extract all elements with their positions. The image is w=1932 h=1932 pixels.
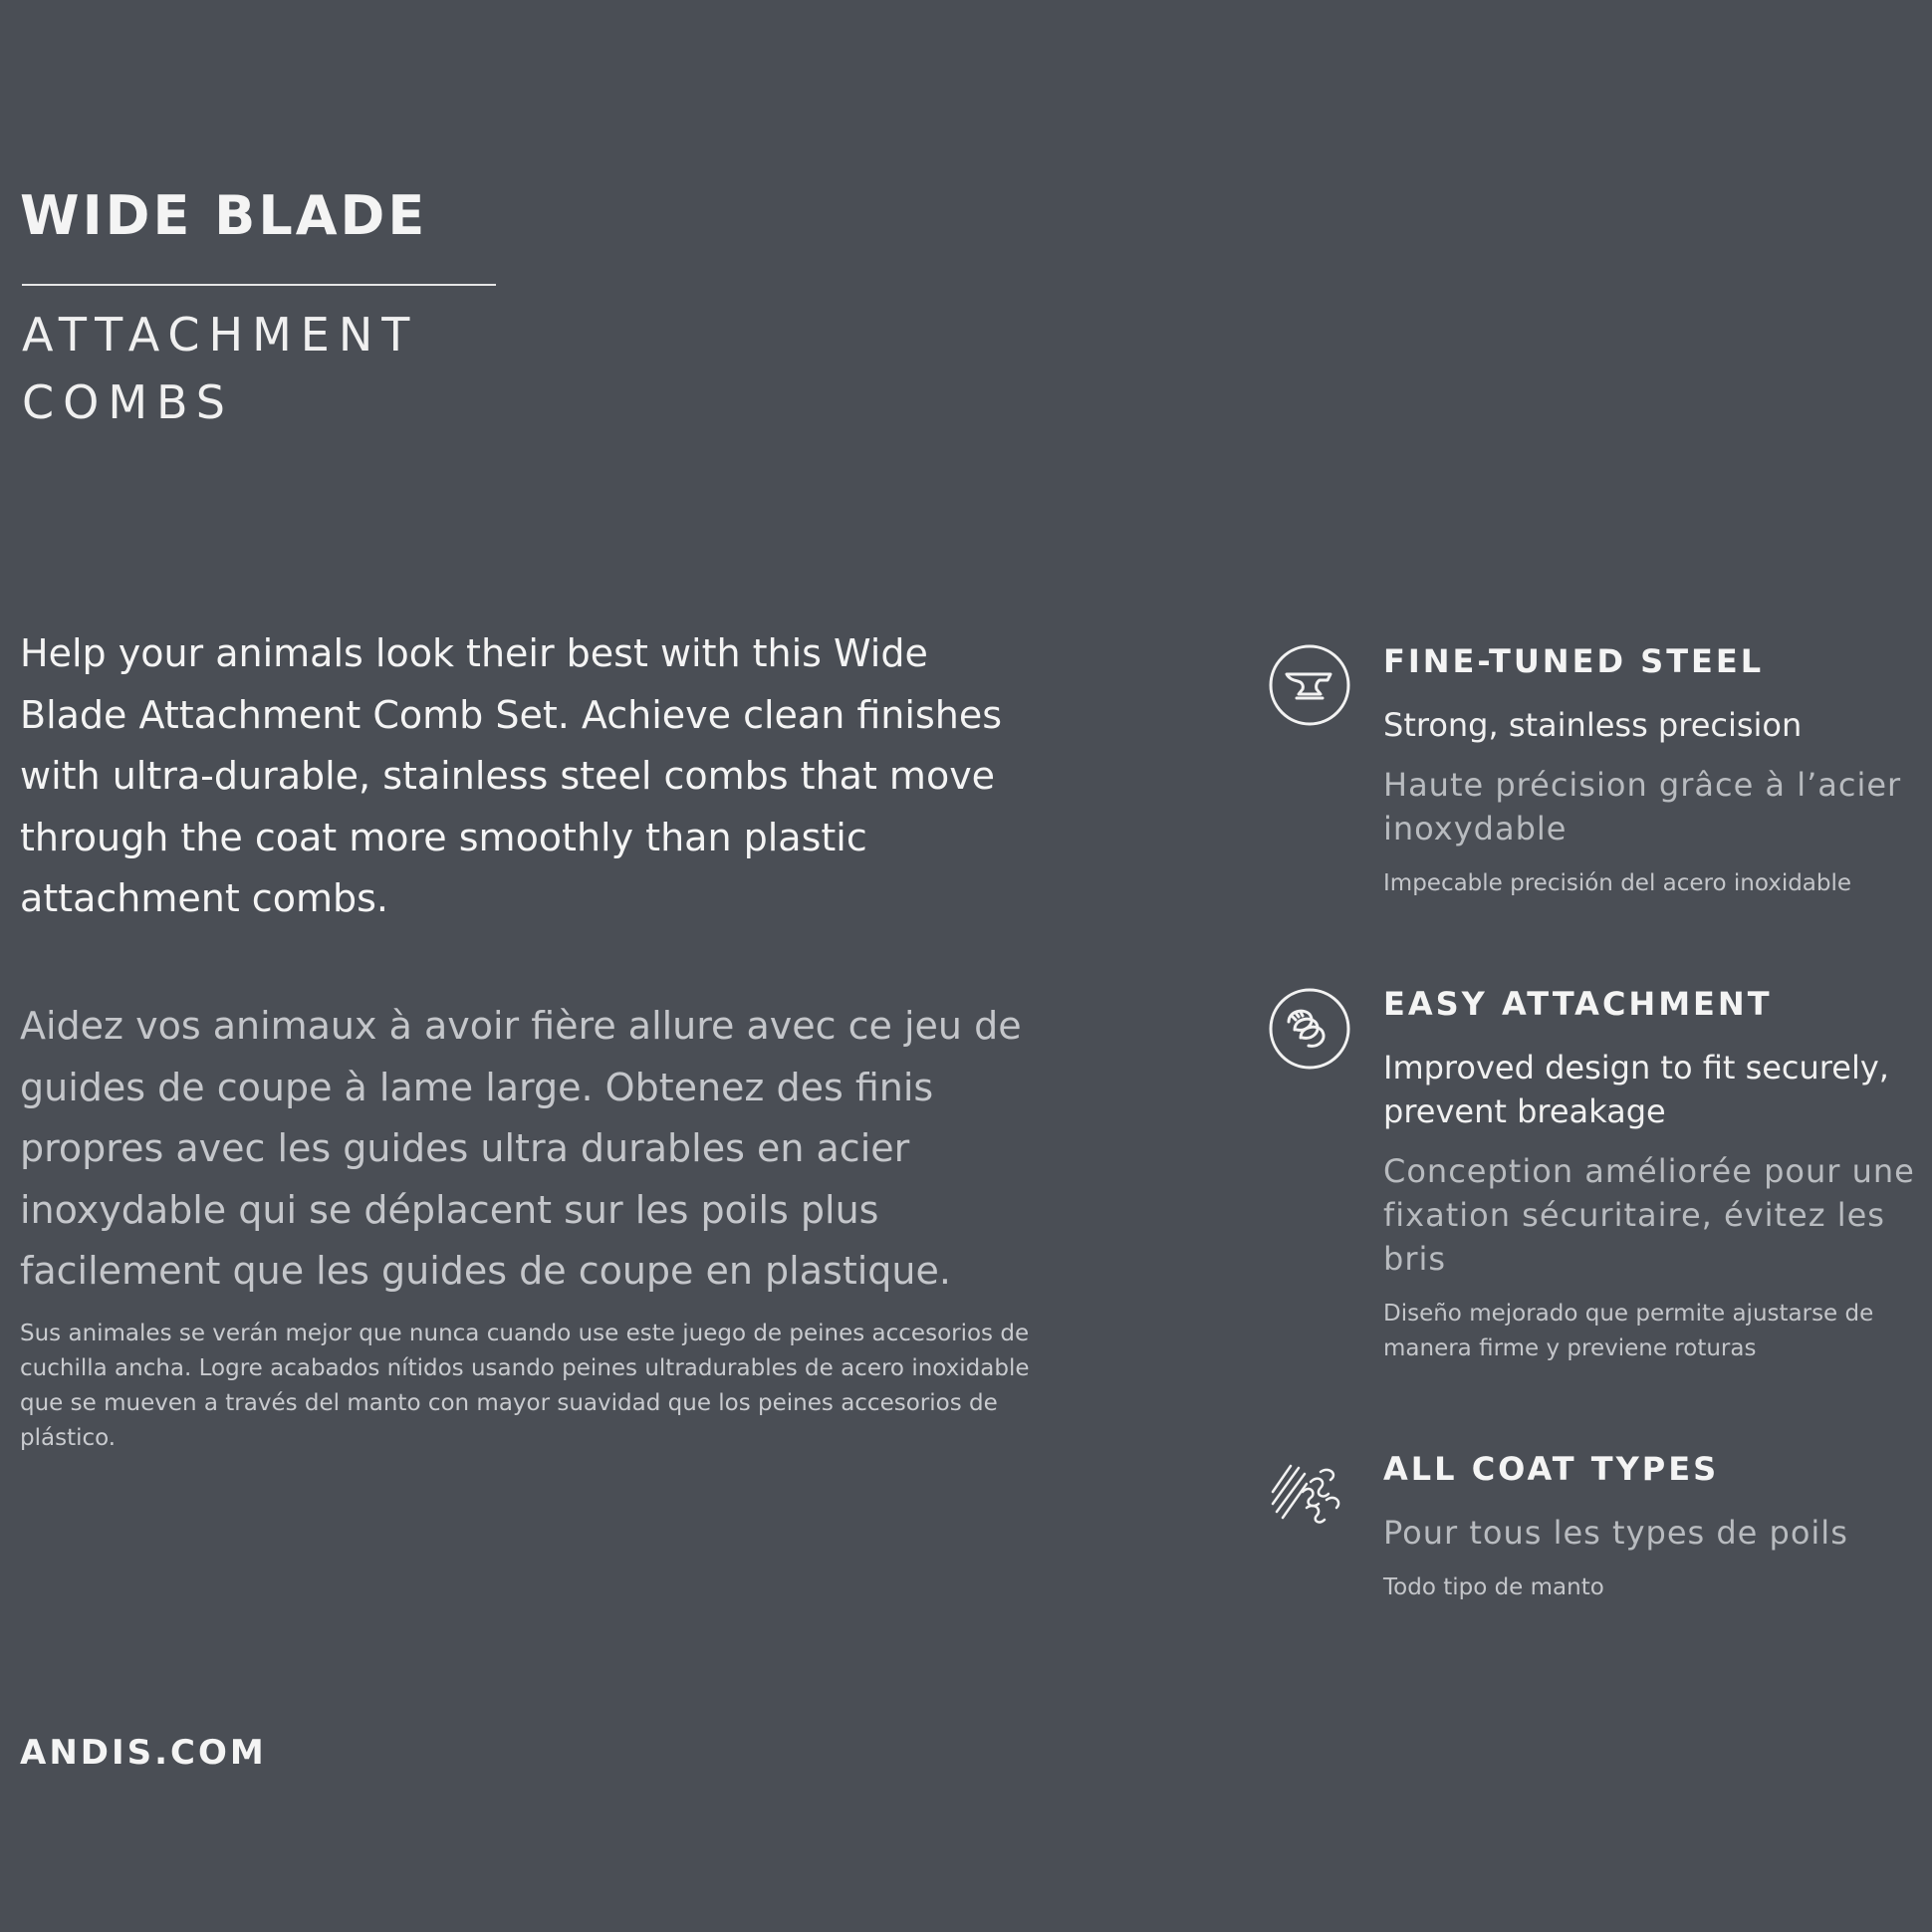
coat-hair-icon <box>1267 1452 1352 1538</box>
feature-all-coat-types <box>1383 1449 1921 1605</box>
page-subtitle <box>22 301 418 436</box>
feature-spanish: Todo tipo de manto <box>1383 1574 1604 1600</box>
description-french: Aidez vos animaux à avoir fière allure avec ce jeu de guides de coupe à lame large. Obtenez des finis propres avec les guides ultra durables en acier inoxydable qui se déplacent sur les poils plus facilement que les guides de coupe en plastique. <box>20 1004 1022 1293</box>
feature-spanish: Diseño mejorado que permite ajustarse de manera firme y previene roturas <box>1383 1301 1874 1361</box>
title-divider <box>22 284 496 286</box>
feature-french: Pour tous les types de poils <box>1383 1514 1848 1552</box>
anvil-icon <box>1267 642 1352 728</box>
feature-easy-attachment <box>1383 984 1921 1366</box>
page-title: WIDE BLADE <box>20 184 428 247</box>
description-spanish: Sus animales se verán mejor que nunca cuando use este juego de peines accesorios de cuchilla ancha. Logre acabados nítidos usando peines ultradurables de acero inoxidable que se mueven a través del manto con mayor suavidad que los peines accesorios de plástico. <box>20 1321 1030 1451</box>
feature-fine-tuned-steel <box>1383 641 1921 901</box>
description-english: Help your animals look their best with this Wide Blade Attachment Comb Set. Achieve clean finishes with ultra-durable, stainless steel combs that move through the coat more smoothly than plastic attachment combs. <box>20 631 1002 920</box>
feature-spanish: Impecable precisión del acero inoxidable <box>1383 870 1852 896</box>
feature-english: Improved design to fit securely, prevent breakage <box>1383 1049 1889 1130</box>
feature-english: Strong, stainless precision <box>1383 706 1803 744</box>
subtitle-line-2: COMBS <box>22 375 234 429</box>
feature-heading: FINE-TUNED STEEL <box>1383 642 1765 680</box>
website-url: ANDIS.COM <box>20 1733 267 1773</box>
feature-heading: EASY ATTACHMENT <box>1383 985 1773 1023</box>
feature-french: Conception améliorée pour une fixation sécuritaire, évitez les bris <box>1383 1152 1915 1278</box>
subtitle-line-1: ATTACHMENT <box>22 308 419 362</box>
feature-heading: ALL COAT TYPES <box>1383 1450 1720 1488</box>
feature-french: Haute précision grâce à l’acier inoxydable <box>1383 766 1902 847</box>
stacked-combs-icon <box>1267 986 1352 1072</box>
